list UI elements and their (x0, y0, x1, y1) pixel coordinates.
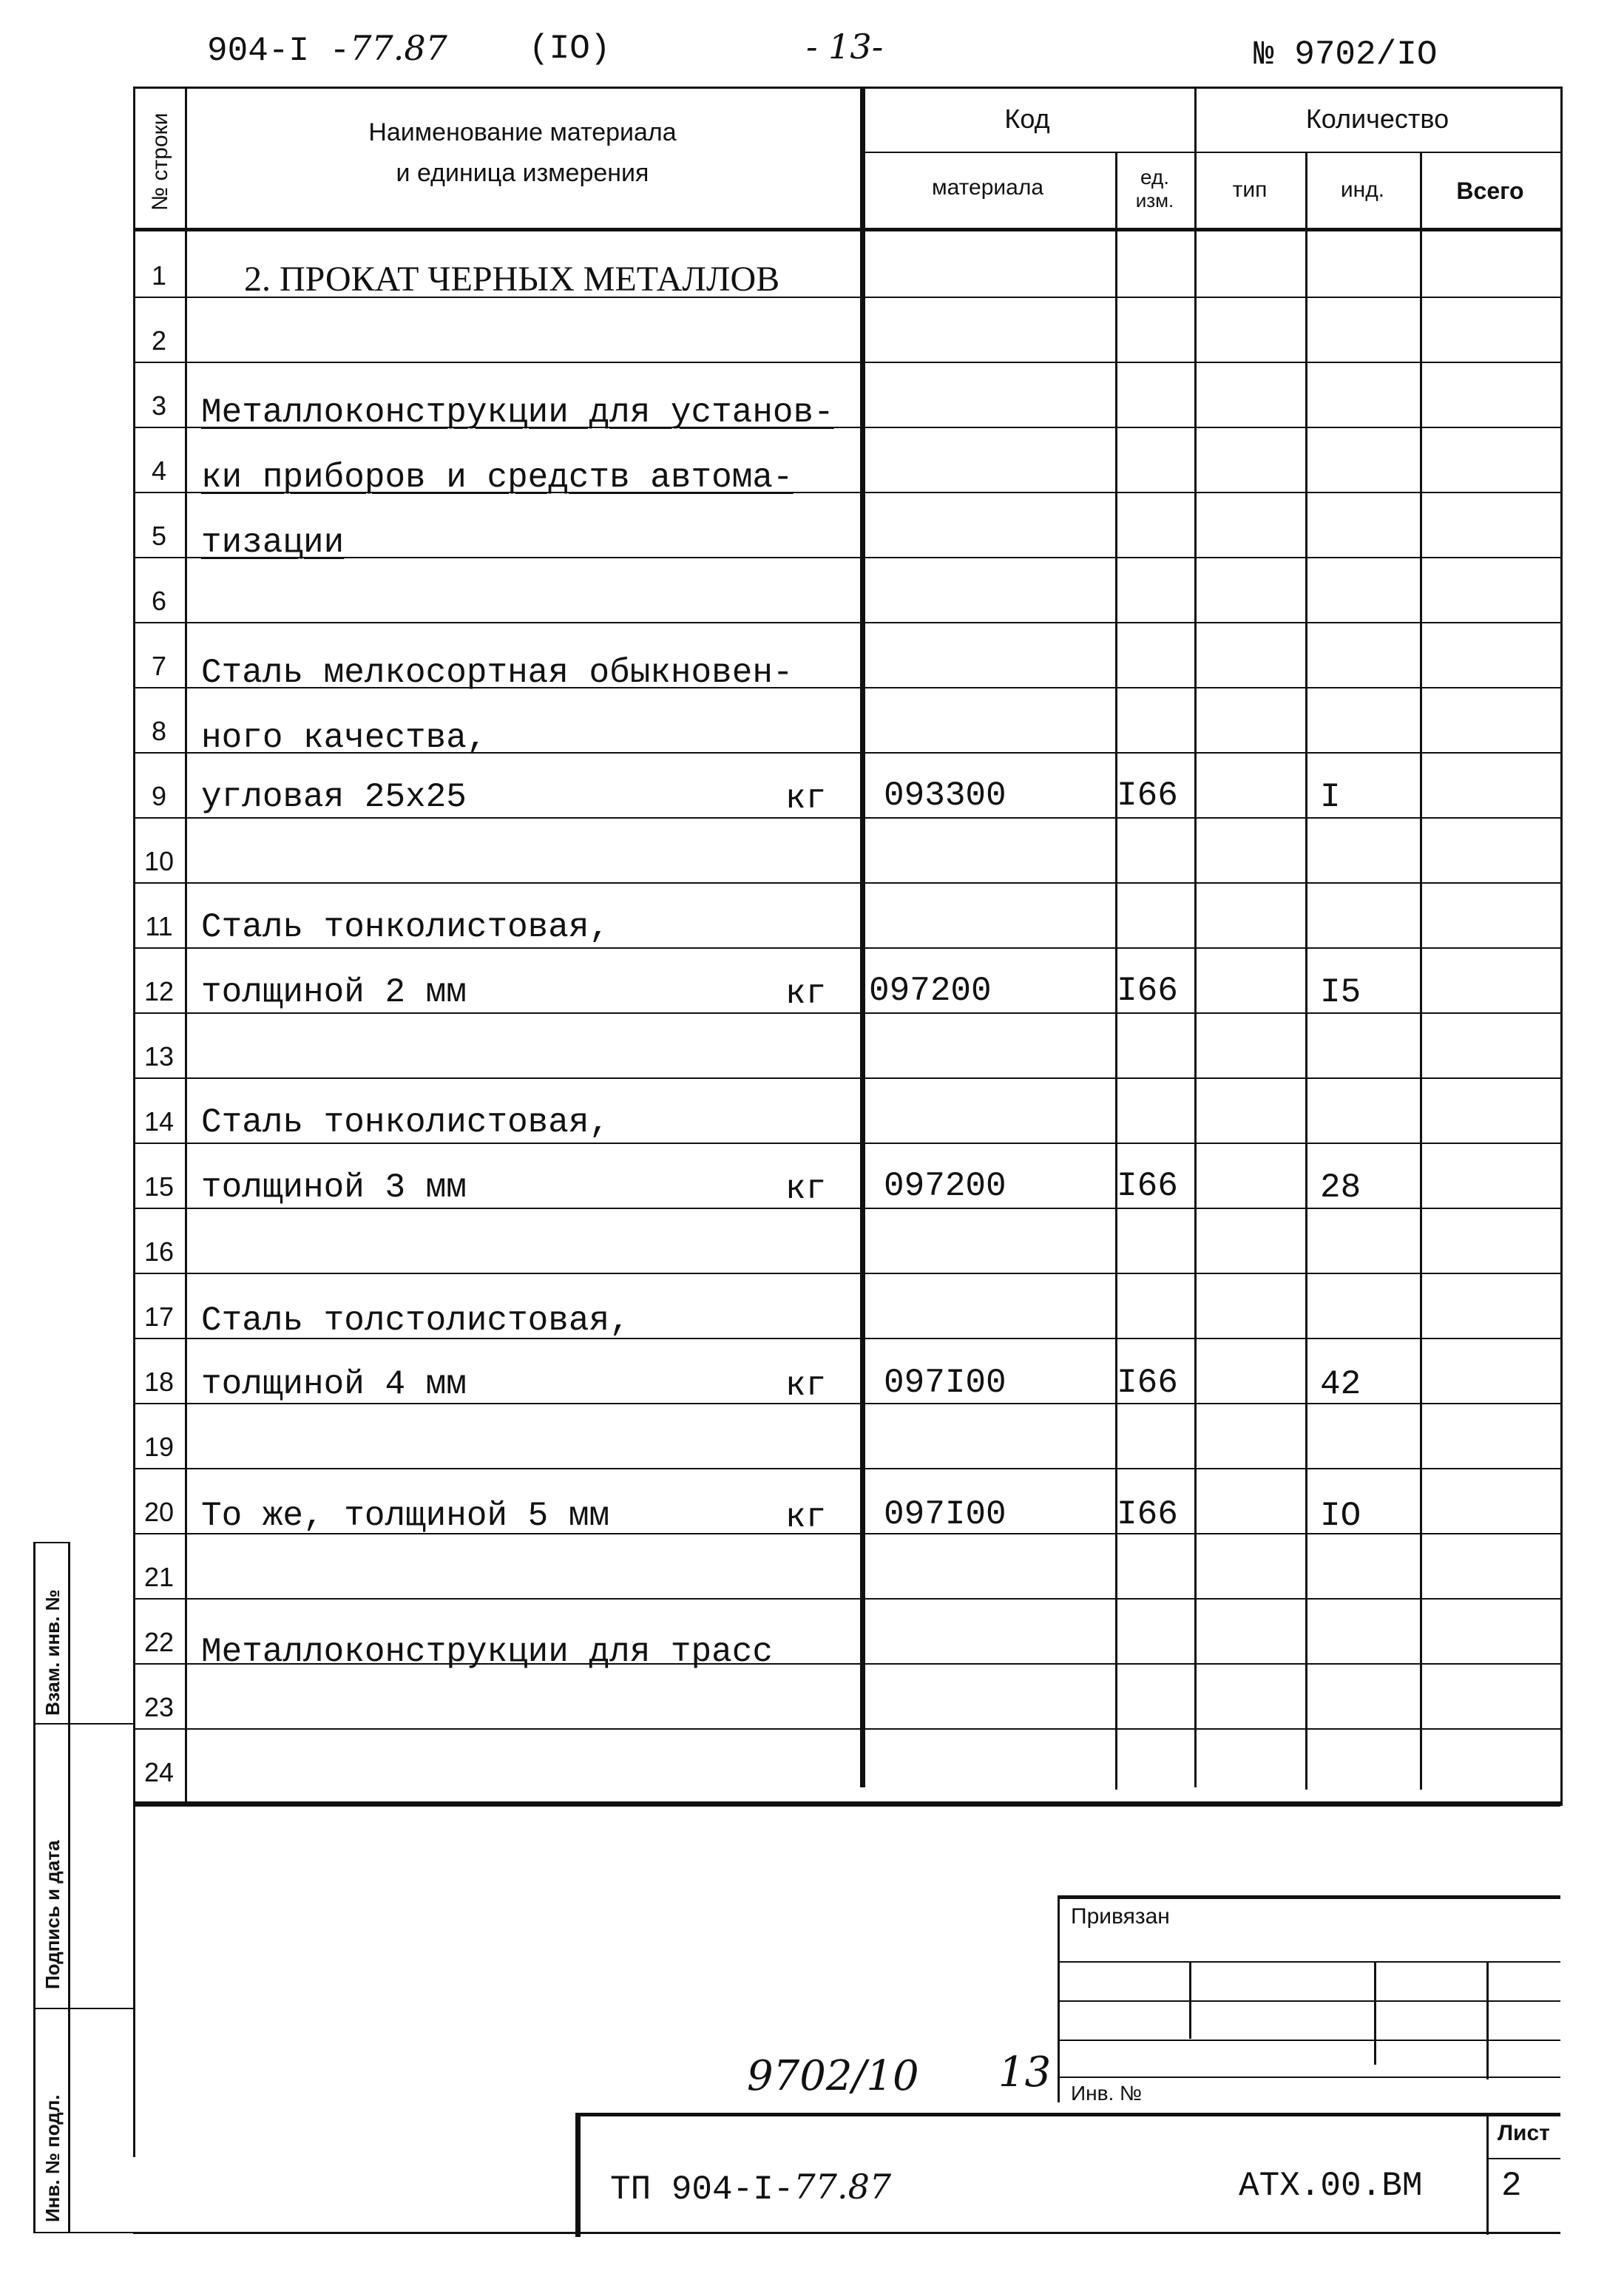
row-number: 9 (151, 781, 167, 811)
code-heading: Код (1004, 104, 1050, 134)
document-number: № 9702/IO (1253, 35, 1438, 74)
series-code (207, 28, 447, 70)
unit-code: I66 (1117, 1364, 1178, 1402)
row-number: 3 (151, 390, 167, 421)
unit-of-measure: кг (785, 779, 827, 818)
row-number: 17 (143, 1302, 175, 1332)
unit-of-measure: кг (785, 975, 827, 1013)
project-handwritten: 77.87 (794, 2167, 892, 2207)
drawing-code: АТХ.00.ВМ (1239, 2167, 1423, 2205)
row-number: 18 (143, 1367, 175, 1397)
material-name: ного качества, (201, 719, 487, 757)
material-name: Сталь толстолистовая, (201, 1302, 630, 1340)
row-number: 22 (143, 1627, 175, 1657)
row-number-heading: № строки (148, 112, 172, 211)
unit-of-measure: кг (785, 1170, 827, 1208)
material-code: 097200 (869, 972, 992, 1010)
type-column-line (1305, 152, 1307, 1790)
type-heading: тип (1232, 177, 1268, 202)
series-prefix: 904-I - (207, 32, 351, 70)
section-title: 2. ПРОКАТ ЧЕРНЫХ МЕТАЛЛОВ (244, 260, 780, 299)
row-number: 13 (143, 1041, 175, 1072)
unit-of-measure: кг (785, 1498, 827, 1537)
quantity-ind: I5 (1320, 973, 1361, 1012)
unit-code: I66 (1117, 1167, 1178, 1205)
row-number: 8 (151, 716, 167, 746)
row-number: 1 (151, 260, 167, 291)
inventory-number-label: Инв. № (1071, 2082, 1143, 2105)
row-number: 14 (143, 1106, 175, 1137)
unit-code-heading-line1: ед. (1140, 166, 1170, 189)
right-frame-line (1560, 87, 1563, 1806)
material-name: толщиной 3 мм (201, 1168, 467, 1207)
row-number: 19 (143, 1432, 175, 1462)
unit-code: I66 (1117, 1495, 1178, 1534)
unit-of-measure: кг (785, 1367, 827, 1405)
header-bottom-border (133, 228, 1560, 231)
handwritten-page-number: 13 (998, 2048, 1052, 2096)
row-number: 23 (143, 1692, 175, 1722)
material-name: Сталь мелкосортная обыкновен- (201, 654, 794, 692)
quantity-heading: Количество (1305, 104, 1449, 134)
row-number: 15 (143, 1171, 175, 1202)
material-name: Сталь тонколистовая, (201, 1103, 610, 1142)
quantity-ind: 28 (1320, 1168, 1361, 1207)
material-code: 097200 (884, 1167, 1006, 1205)
material-name: То же, толщиной 5 мм (201, 1497, 610, 1535)
unit-code: I66 (1117, 776, 1178, 815)
row-number-column-line (185, 87, 187, 1806)
volume-number: (IO) (529, 30, 611, 68)
table-top-border (133, 87, 1560, 89)
row-number: 21 (143, 1562, 175, 1592)
row-number: 6 (151, 586, 167, 616)
handwritten-document-number: 9702/10 (747, 2052, 919, 2100)
header-split-line (860, 152, 1560, 153)
sheet-label: Лист (1498, 2121, 1550, 2145)
quantity-ind: 42 (1320, 1365, 1361, 1404)
material-name: Металлоконструкции для установ- (201, 393, 834, 432)
material-name: толщиной 2 мм (201, 973, 467, 1012)
row-number: 20 (143, 1497, 175, 1527)
project-code (610, 2167, 891, 2209)
row-number: 10 (143, 846, 175, 876)
unit-code-heading-line2: изм. (1135, 189, 1174, 211)
unit-code-column-line (1194, 87, 1197, 1787)
series-handwritten: 77.87 (350, 28, 447, 68)
material-name: ки приборов и средств автома- (201, 458, 794, 497)
replacement-inventory-label: Взам. инв. № (41, 1589, 64, 1716)
material-name: Металлоконструкции для трасс (201, 1633, 773, 1671)
material-name: толщиной 4 мм (201, 1365, 467, 1404)
row-number: 24 (143, 1757, 175, 1787)
attached-label: Привязан (1071, 1904, 1170, 1929)
quantity-ind: IO (1320, 1497, 1361, 1535)
row-number: 4 (151, 456, 167, 486)
name-column-line (860, 87, 865, 1787)
project-prefix: ТП 904-I- (610, 2170, 794, 2209)
material-code: 097I00 (884, 1495, 1006, 1534)
material-code: 097I00 (884, 1364, 1006, 1402)
unit-code: I66 (1117, 972, 1178, 1010)
row-number: 5 (151, 521, 167, 551)
total-heading: Всего (1456, 177, 1524, 204)
row-number: 16 (143, 1236, 175, 1267)
sheet-number: 2 (1501, 2167, 1522, 2205)
material-code: 093300 (884, 776, 1006, 815)
page-number: - 13- (806, 27, 884, 67)
material-name: угловая 25x25 (201, 778, 467, 816)
material-code-heading: материала (931, 175, 1044, 200)
table-bottom-border (133, 1801, 1560, 1807)
signature-date-label: Подпись и дата (41, 1840, 64, 1989)
material-name: Сталь тонколистовая, (201, 908, 610, 947)
quantity-ind: I (1320, 778, 1341, 816)
row-number: 11 (145, 911, 173, 941)
row-number: 2 (151, 325, 167, 356)
name-heading-line1: Наименование материала (368, 118, 677, 146)
ind-heading: инд. (1340, 177, 1385, 202)
row-number: 7 (151, 651, 167, 681)
material-name: тизации (201, 524, 345, 562)
row-number: 12 (143, 976, 175, 1006)
original-inventory-label: Инв. № подл. (41, 2094, 64, 2222)
material-code-column-line (1115, 152, 1117, 1790)
ind-column-line (1420, 152, 1422, 1790)
name-heading-line2: и единица измерения (396, 159, 649, 187)
